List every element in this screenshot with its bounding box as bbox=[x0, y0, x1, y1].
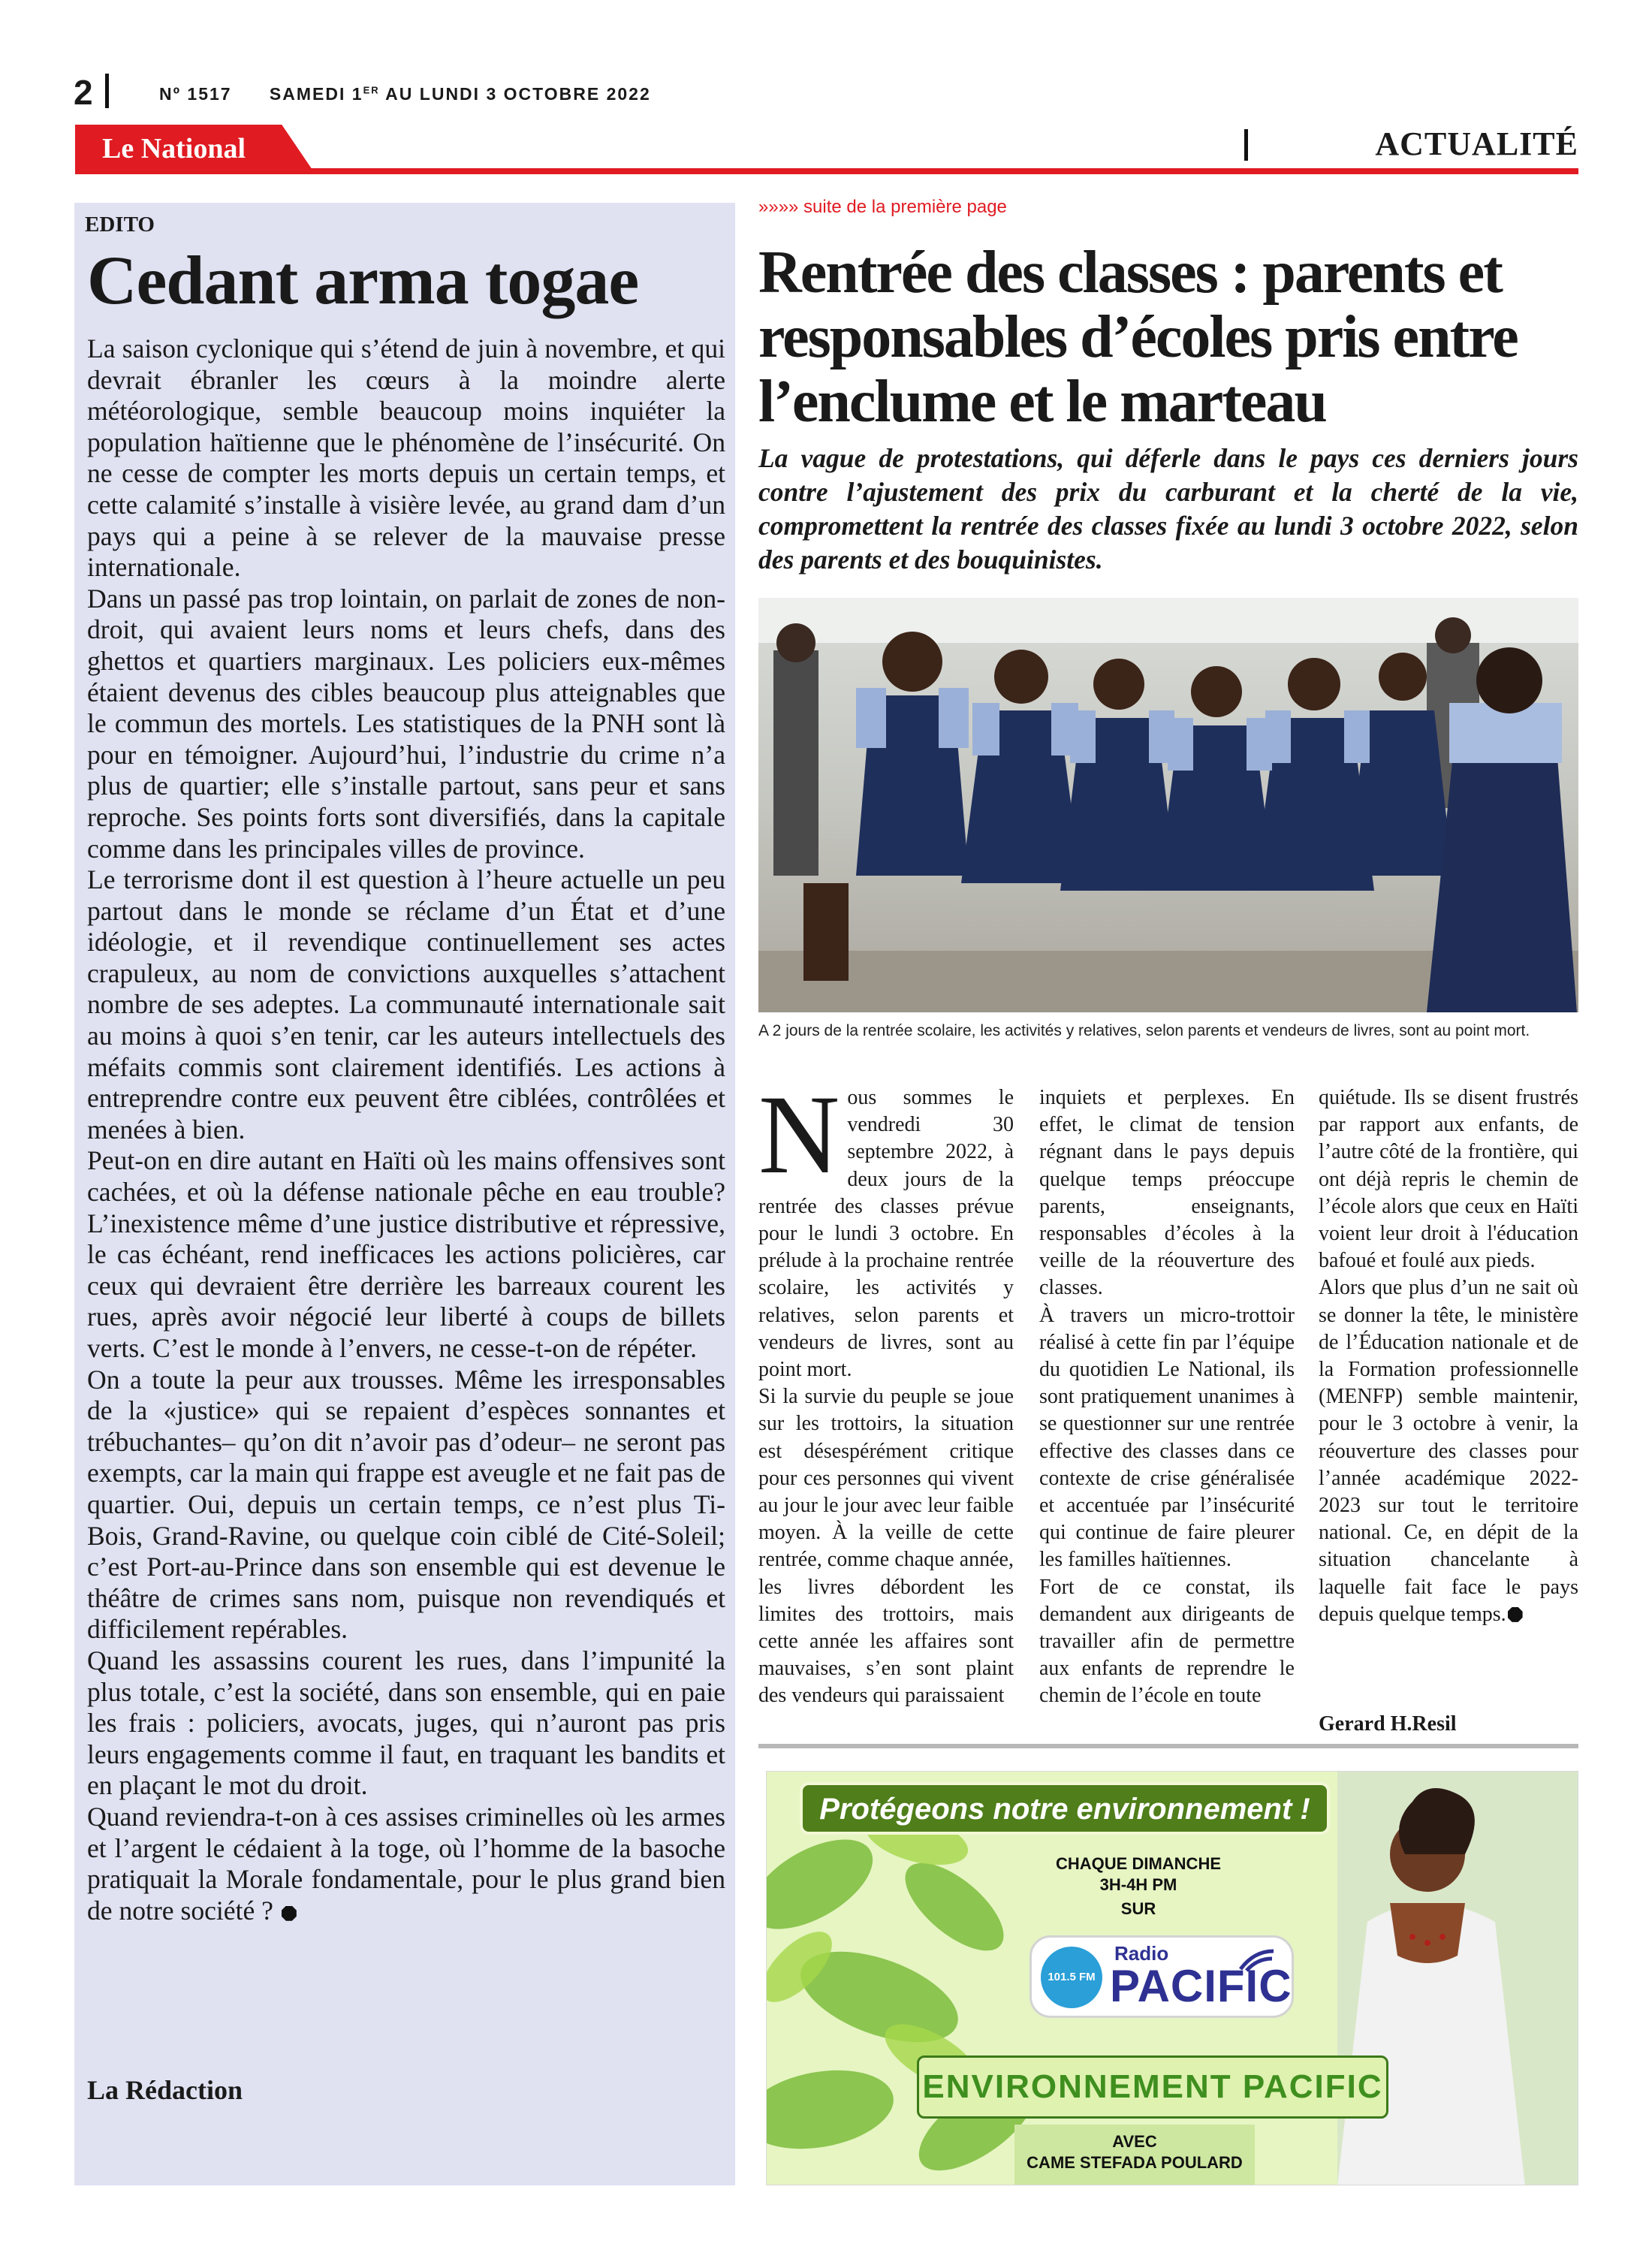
end-mark-icon bbox=[282, 1906, 297, 1921]
article-paragraph: quiétude. Ils se disent frustrés par rapport aux enfants, de l’autre côté de la frontière, qui ont déjà repris le chemin de l’école alors que ceux en Haïti voient leur droit à l'éducation bafoué et foulé aux pieds. bbox=[1319, 1086, 1578, 1273]
edito-paragraph: Quand reviendra-t-on à ces assises criminelles où les armes et l’argent le cédaient à la toge, où l’homme de la basoche pratiquait la Morale fondamentale, pour le plus grand bien de notre société ? bbox=[87, 1801, 725, 1926]
section-divider bbox=[1244, 129, 1248, 161]
radio-pacific-logo bbox=[1029, 1935, 1294, 2018]
ad-schedule-on: SUR bbox=[1120, 1899, 1156, 1918]
drop-cap: N bbox=[758, 1072, 840, 1197]
edito-paragraph-last bbox=[87, 1802, 725, 1926]
edito-paragraph: Quand les assassins courent les rues, dans l’impunité la plus totale, c’est la société, dans son ensemble, qui en paie les frais : policiers, avocats, juges, qui n’auront pas pris leurs engagements comme il faut, en traquant les bandits et en plaçant le mot du droit. bbox=[87, 1645, 725, 1801]
host-name: CAME STEFADA POULARD bbox=[1026, 2153, 1243, 2172]
article-paragraph: Fort de ce constat, ils demandent aux dirigeants de travailler afin de permettre aux enfants de reprendre le chemin de l’école en toute bbox=[1039, 1575, 1295, 1708]
ad-schedule-day: CHAQUE DIMANCHE bbox=[1056, 1854, 1221, 1873]
show-title: ENVIRONNEMENT PACIFIC bbox=[917, 2055, 1388, 2119]
issue-number: Nº 1517 bbox=[159, 84, 232, 104]
end-mark-icon bbox=[1508, 1607, 1523, 1622]
edito-paragraph: On a toute la peur aux trousses. Même les irresponsables de la «justice» qui se repaient d’espèces sonnantes et trébuchantes– qu’on dit n’avoir pas d’odeur– ne seront pas exempts, car la main qui frappe est aveugle et ne fait pas de quartier. Oui, depuis un certain temps, ce n’est plus Ti-Bois, Grand-Ravine, ou quelque coin ciblé de Cité-Soleil; c’est Port-au-Prince dans son ensemble qui est devenue le théâtre de crimes sans nom, puisque non revendiqués et difficilement repérables. bbox=[87, 1364, 725, 1645]
signal-waves-icon bbox=[1234, 1944, 1280, 1974]
brand-name: Le National bbox=[102, 133, 246, 164]
article-column-3 bbox=[1319, 1084, 1578, 1628]
edito-signature: La Rédaction bbox=[87, 2075, 243, 2105]
article-headline: Rentrée des classes : parents et responsables d’écoles pris entre l’enclume et le marteau bbox=[758, 240, 1518, 435]
article-paragraph bbox=[758, 1072, 1014, 1383]
article-column-1 bbox=[758, 1072, 1014, 1710]
article-photo bbox=[758, 598, 1578, 1012]
article-paragraph: Si la survie du peuple se joue sur les trottoirs, la situation est désespérément critique pour ces personnes qui vivent au jour le jour avec leur faible moyen. À la veille de cette rentrée, comme chaque année, les livres débordent les limites des trottoirs, mais cette année les affaires sont mauvaises, s’en sont plaint des vendeurs qui paraissaient bbox=[758, 1385, 1014, 1708]
edito-paragraph: Le terrorisme dont il est question à l’heure actuelle un peu partout dans le monde se réclame d’un État et d’une idéologie, et il revendique continuellement ses actes crapuleux, au nom de convictions auxquelles s’attachent nombre de ses adeptes. La communauté internationale sait au moins à quoi s’en tenir, car les auteurs intellectuels des méfaits commis sont clairement identifiés. Les actions à entreprendre contre eux peuvent être ciblées, contrôlées et menées à bien. bbox=[87, 864, 725, 1145]
host-prefix: AVEC bbox=[1112, 2132, 1157, 2151]
edito-body bbox=[87, 333, 725, 1926]
ad-title: Protégeons notre environnement ! bbox=[800, 1782, 1330, 1835]
article-column-2 bbox=[1039, 1084, 1295, 1710]
article-byline: Gerard H.Resil bbox=[1319, 1712, 1457, 1736]
edito-paragraph: La saison cyclonique qui s’étend de juin à novembre, et qui devrait ébranler les cœurs à la moindre alerte météorologique, semble beaucoup moins inquiéter la population haïtienne que le phénomène de l’insécurité. On ne cesse de compter les morts depuis un certain temps, et cette calamité s’installe à visière levée, au grand dam d’un pays qui a peine à se relever de la mauvaise presse internationale. bbox=[87, 333, 725, 583]
date-day: SAMEDI 1 bbox=[269, 84, 363, 104]
article-paragraph: À travers un micro-trottoir réalisé à cette fin par l’équipe du quotidien Le National, ils sont pratiquement unanimes à se questionner sur une rentrée effective des classes dans ce contexte de crise généralisée et accentuée par l’insécurité qui continue de faire pleurer les familles haïtiennes. bbox=[1039, 1303, 1295, 1572]
edito-paragraph: Dans un passé pas trop lointain, on parlait de zones de non-droit, qui avaient leurs noms et leurs chefs, dans des ghettos et quartiers marginaux. Les policiers eux-mêmes étaient devenus des cibles beaucoup plus atteignables que le commun des mortels. Les statistiques de la PNH sont là pour en témoigner. Aujourd’hui, l’industrie du crime n’a plus de quartier; elle s’installe partout, sans peur et sans reproche. Ses points forts sont diversifiés, dans la capitale comme dans les principales villes de province. bbox=[87, 583, 725, 864]
radio-word: Radio bbox=[1114, 1942, 1169, 1965]
date-rest: AU LUNDI 3 OCTOBRE 2022 bbox=[385, 84, 651, 104]
radio-name: PACIFIC bbox=[1110, 1961, 1292, 2011]
article-bottom-rule bbox=[758, 1744, 1578, 1748]
article-text: ous sommes le vendredi 30 septembre 2022, à deux jours de la rentrée des classes prévue pour le lundi 3 octobre. En prélude à la prochaine rentrée scolaire, les activités y relatives, selon parents et vendeurs de livres, sont au point mort. bbox=[758, 1086, 1014, 1382]
section-title: ACTUALITÉ bbox=[1375, 125, 1578, 162]
article-kicker: »»»» suite de la première page bbox=[758, 197, 1007, 217]
page-number-divider bbox=[105, 74, 109, 108]
date-superscript: ER bbox=[363, 84, 380, 96]
article-text: Alors que plus d’un ne sait où se donner la tête, le ministère de l’Éducation nationale et de la Formation professionnelle (MENFP) semble maintenir, pour le 3 octobre à venir, la réouverture des classes pour l’année académique 2022-2023 sur tout le territoire national. Ce, en dépit de la situation chancelante à laquelle fait face le pays depuis quelque temps. bbox=[1319, 1276, 1578, 1626]
edito-paragraph: Peut-on en dire autant en Haïti où les mains offensives sont cachées, et où la défense nationale pêche en eau trouble? L’inexistence même d’une justice distributive et répressive, le cas échéant, rend inefficaces les actions policières, car ceux qui devraient être derrière les barreaux courent les rues, après avoir négocié leur liberté à coups de billets verts. C’est le monde à l’envers, ne cesse-t-on de répéter. bbox=[87, 1145, 725, 1363]
edito-title: Cedant arma togae bbox=[87, 242, 639, 318]
radio-frequency: 101.5 FM bbox=[1041, 1947, 1102, 2008]
edito-label: EDITO bbox=[85, 213, 155, 237]
article-paragraph: inquiets et perplexes. En effet, le climat de tension régnant dans le pays depuis quelque temps préoccupe parents, enseignants, responsables d’écoles à la veille de la réouverture des classes. bbox=[1039, 1086, 1295, 1300]
ad-schedule-time: 3H-4H PM bbox=[1099, 1875, 1177, 1894]
schoolgirls-photo-illustration bbox=[758, 598, 1578, 1012]
issue-date-line bbox=[159, 84, 651, 104]
article-paragraph-last bbox=[1319, 1274, 1578, 1628]
radio-advertisement bbox=[766, 1771, 1578, 2185]
header-red-rule bbox=[75, 168, 1578, 174]
photo-caption: A 2 jours de la rentrée scolaire, les activités y relatives, selon parents et vendeurs de livres, sont au point mort. bbox=[758, 1022, 1530, 1039]
article-lede: La vague de protestations, qui déferle dans le pays ces derniers jours contre l’ajustement des prix du carburant et la cherté de la vie, compromettent la rentrée des classes fixée au lundi 3 octobre 2022, selon des parents et des bouquinistes. bbox=[758, 443, 1578, 575]
page-number: 2 bbox=[74, 73, 93, 112]
